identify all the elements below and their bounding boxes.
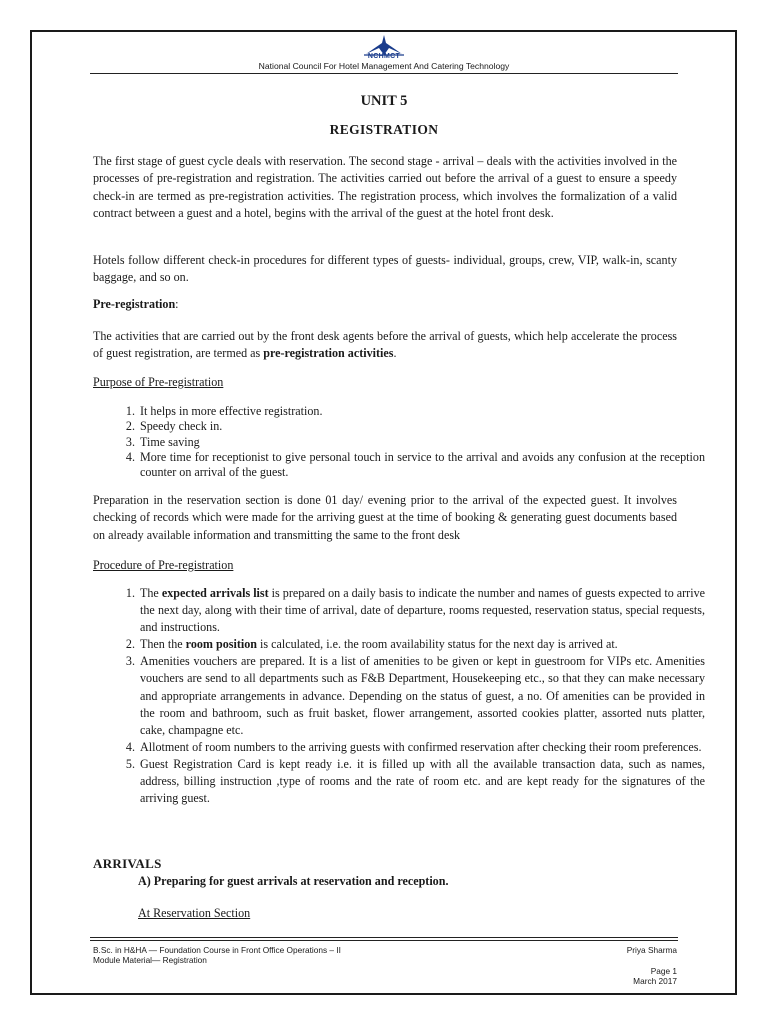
footer-date: March 2017	[633, 976, 677, 986]
definition-text: The activities that are carried out by the front desk agents before the arrival of guests, which help accelerate the process of guest registration, are termed as	[93, 329, 677, 361]
list-item: 5. Guest Registration Card is kept ready i.e. it is filled up with all the available transaction data, such as names, address, billing instruction ,type of rooms and the rate of room etc. and are kept ready for the signatures of the arriving guest.	[138, 756, 705, 807]
logo-text: NCHMCT	[367, 53, 401, 60]
item-text: is calculated, i.e. the room availability status for the next day is arrived at.	[257, 637, 618, 652]
footer-course: B.Sc. in H&HA — Foundation Course in Front Office Operations – II	[93, 945, 341, 955]
unit-heading: UNIT 5	[360, 93, 408, 109]
intro-paragraph-2: Hotels follow different check-in procedures for different types of guests- individual, groups, crew, VIP, walk-in, scanty baggage, and so on.	[93, 253, 677, 285]
pre-registration-definition	[93, 328, 677, 363]
pre-registration-heading-text: Pre-registration	[93, 297, 176, 311]
arrivals-heading: ARRIVALS	[93, 856, 162, 871]
preparation-paragraph: Preparation in the reservation section is done 01 day/ evening prior to the arrival of the expected guest. It involves checking of records which were made for the arriving guest at the time of booking & generating guest documents based on already available information and transmitting the same to the front desk	[93, 493, 677, 542]
pre-registration-heading	[93, 297, 179, 312]
definition-end: .	[393, 346, 397, 361]
list-item: 2. Speedy check in.	[138, 419, 705, 434]
footer-page-number: Page 1	[650, 966, 677, 976]
reservation-section-heading: At Reservation Section	[138, 906, 251, 920]
arrivals-subheading-a: A) Preparing for guest arrivals at reservation and reception.	[138, 874, 449, 888]
item-text: The	[140, 586, 162, 600]
purpose-heading: Purpose of Pre-registration	[93, 375, 224, 389]
list-item: 4. Allotment of room numbers to the arriving guests with confirmed reservation after checking their room preferences.	[138, 739, 705, 756]
page-title: REGISTRATION	[329, 122, 439, 137]
footer-author: Priya Sharma	[626, 945, 677, 955]
footer-divider-thin	[90, 940, 678, 941]
list-item: 3. Amenities vouchers are prepared. It is a list of amenities to be given or kept in guestroom for VIPs etc. Amenities vouchers are send to all departments such as F&B Department, Housekeeping etc., so that they can make necessary and appropriate arrangements in advance. Depending on the status of guest, a no. Of amenities can be provided in the room and bathroom, such as fruit basket, flower arrangement, assorted cookies platter, assorted nuts platter, cake, champagne etc.	[138, 653, 705, 738]
item-bold-term: room position	[185, 637, 258, 652]
procedure-list	[110, 585, 705, 807]
list-item: 3. Time saving	[138, 435, 705, 450]
item-bold-term: expected arrivals list	[161, 586, 269, 600]
footer-divider	[90, 937, 678, 938]
definition-bold-term: pre-registration activities	[263, 346, 394, 361]
purpose-list	[110, 404, 705, 480]
footer-module: Module Material— Registration	[93, 955, 207, 965]
list-item: 4. More time for receptionist to give personal touch in service to the arrival and avoids any confusion at the reception counter on arrival of the guest.	[138, 450, 705, 481]
list-item	[138, 585, 705, 636]
list-item	[138, 636, 705, 653]
intro-paragraph-1: The first stage of guest cycle deals with reservation. The second stage - arrival – deals with the activities involved in the processes of pre-registration and registration. The activities carried out before the arrival of a guest to ensure a speedy check-in are termed as pre-registration activities. The registration process, which involves the formalization of a valid contract between a guest and a hotel, begins with the arrival of the guest at the hotel front desk.	[93, 154, 677, 220]
pre-registration-heading-colon: :	[175, 297, 179, 311]
item-text: is prepared on a daily basis to indicate the number and names of guests expected to arrive the next day, along with their time of arrival, date of departure, rooms requested, reservation status, special requests, and instructions.	[140, 586, 705, 635]
list-item: 1. It helps in more effective registration.	[138, 404, 705, 419]
procedure-heading: Procedure of Pre-registration	[93, 558, 234, 572]
header-organization: National Council For Hotel Management And Catering Technology	[258, 61, 510, 71]
header-divider	[90, 73, 678, 74]
item-text: Then the	[140, 637, 186, 652]
